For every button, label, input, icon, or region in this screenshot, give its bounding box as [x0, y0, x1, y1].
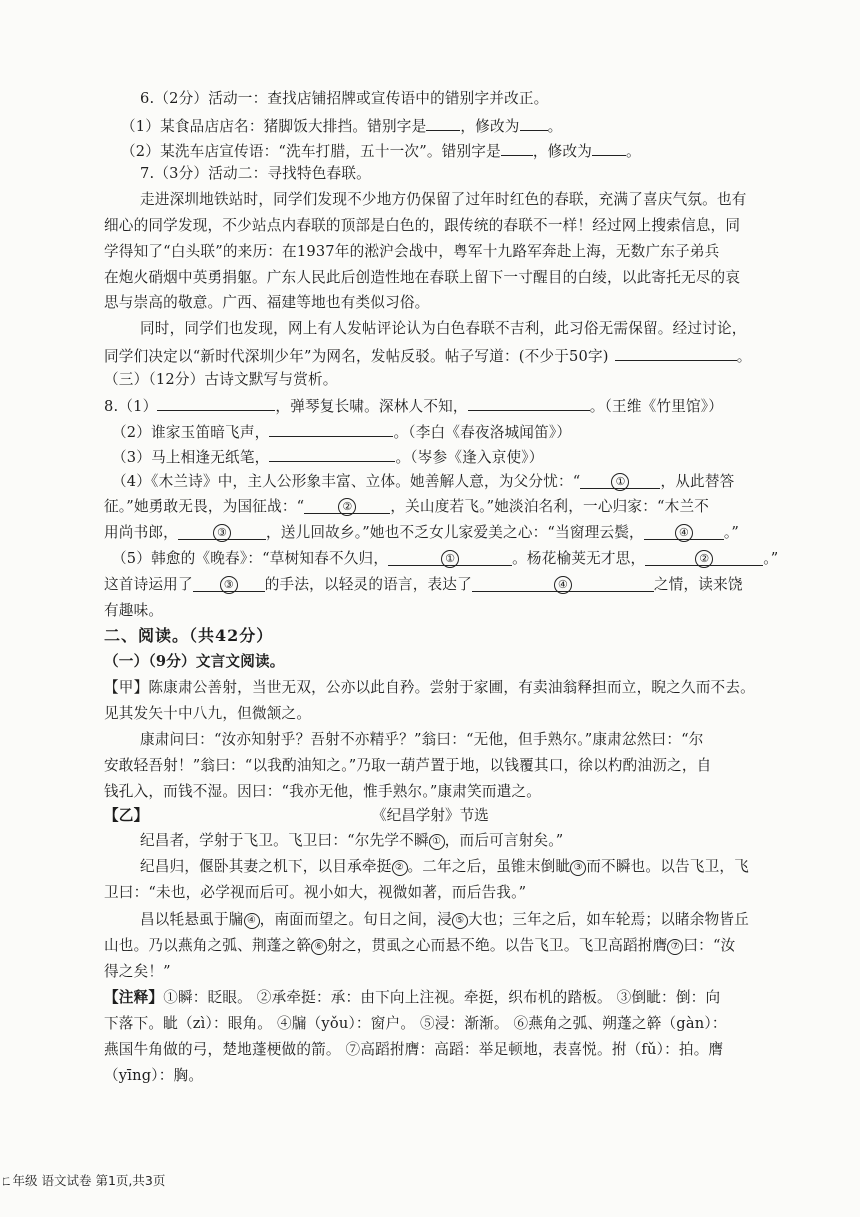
notes-line4: （yīng）：胸。: [104, 1067, 204, 1084]
q6-item1-end: 。: [547, 118, 563, 135]
page-footer: ㄈ年级 语文试卷 第1页,共3页: [0, 1173, 166, 1188]
q8-line2: [112, 421, 571, 443]
notes-l1: ①瞬：眨眼。 ②承牵挺：承：由下向上注视。牵挺，织布机的踏板。 ③倒眦：倒：向: [163, 989, 721, 1006]
yi-l4-b: ，南面而望之。旬日之间，浸: [259, 911, 452, 928]
yi-line2: [140, 857, 749, 877]
q8-l6-b: ，送儿回故乡。”她也不乏女儿家爱美之心：“当窗理云鬓，: [265, 524, 644, 541]
q8-l6-c: 。”: [723, 524, 740, 541]
blank-number-4: ④: [675, 524, 693, 542]
q8-l8-a: 这首诗运用了: [104, 576, 193, 593]
q6-item1-text: （1）某食品店店名：猪脚饭大排挡。错别字是: [121, 118, 427, 135]
notes-line1: [104, 988, 720, 1008]
yi-label: 【乙】: [104, 807, 149, 824]
q8-blank-circled[interactable]: [193, 576, 265, 592]
q8-blank-circled[interactable]: [304, 498, 390, 514]
yi-l4-a: 昌以牦悬虱于牖: [140, 911, 244, 928]
q8-l6-a: 用尚书郎，: [104, 524, 178, 541]
q7-p2-end: 。: [736, 348, 752, 365]
q7-answer-blank[interactable]: [615, 345, 737, 361]
q8-blank-circled[interactable]: [472, 576, 654, 592]
q6-item2-mid: ，修改为: [532, 143, 593, 160]
note-ref-1: ①: [429, 834, 445, 850]
q6-item1-blank-a[interactable]: [426, 115, 460, 131]
q8-line7: [112, 549, 778, 569]
q8-l5-a: 征。”她勇敢无畏，为国征战：“: [104, 498, 305, 515]
note-ref-7: ⑦: [667, 939, 683, 955]
q7-p1-line: 学得知了“白头联”的来历：在1937年的淞沪会战中，粤军十九路军奔赴上海，无数广东子弟兵: [104, 243, 720, 260]
blank-number-3: ③: [213, 524, 231, 542]
q7-p2-line1: 同时，同学们也发现，网上有人发帖评论认为白色春联不吉利，此习俗无需保留。经过讨论，: [140, 320, 747, 337]
q8-line3: [112, 446, 544, 468]
notes-label: 【注释】: [104, 989, 164, 1006]
q7-p1-line: 走进深圳地铁站时，同学们发现不少地方仍保留了过年时红色的春联，充满了喜庆气氛。也有: [140, 191, 747, 208]
part2-title: 二、阅读。（共42分）: [104, 626, 274, 645]
blank-number-2: ②: [695, 550, 713, 568]
jia-line: 安敢轻吾射！”翁曰：“以我酌油知之。”乃取一葫芦置于地，以钱覆其口，徐以杓酌油沥之，自: [104, 757, 712, 774]
q8-l3-a: （3）马上相逢无纸笔，: [112, 449, 270, 466]
q8-l4-b: ，从此替答: [660, 473, 735, 490]
q6-item2: [121, 140, 641, 162]
q8-line9: 有趣味。: [104, 602, 164, 619]
q8-l7-c: 。”: [763, 550, 779, 567]
q7-title: 7.（3分）活动二：寻找特色春联。: [140, 165, 371, 182]
note-ref-3: ③: [570, 860, 586, 876]
q8-l5-b: ，关山度若飞。”她淡泊名利，一心归家：“木兰不: [390, 498, 710, 515]
yi-l2-a: 纪昌归，偃卧其妻之机下，以目承牵挺: [140, 858, 392, 875]
q8-line6: [104, 523, 739, 543]
yi-l2-b: 。二年之后，虽锥末倒眦: [407, 858, 571, 875]
q8-line4: [112, 472, 734, 492]
yi-line5: [104, 936, 735, 956]
jia-line: 【甲】陈康肃公善射，当世无双，公亦以此自矜。尝射于家圃，有卖油翁释担而立，睨之久而不去。: [104, 679, 755, 696]
q6-item1-blank-b[interactable]: [520, 115, 548, 131]
yi-l4-c: 大也；三年之后，如车轮焉；以睹余物皆丘: [467, 911, 749, 928]
q6-item1: [121, 115, 562, 137]
q8-l7-a: （5）韩愈的《晚春》：“草树知春不久归，: [112, 550, 389, 567]
section3-title: （三）（12分）古诗文默写与赏析。: [104, 371, 338, 388]
q6-item1-mid: ，修改为: [460, 118, 520, 135]
q8-l1-c: 。（王维《竹里馆》）: [589, 398, 724, 415]
q8-blank-circled[interactable]: [388, 550, 512, 566]
jia-line: 见其发矢十中八九，但微颔之。: [104, 705, 312, 722]
jia-line: 钱孔入，而钱不湿。因曰：“我亦无他，惟手熟尔。”康肃笑而遣之。: [104, 783, 542, 800]
notes-line3: 燕国牛角做的弓，楚地蓬梗做的箭。 ⑦高蹈拊膺：高蹈：举足顿地，表喜悦。拊（fǔ）：拍。膺: [104, 1041, 724, 1058]
note-ref-6: ⑥: [311, 939, 327, 955]
q7-p2-line2: [104, 345, 752, 367]
yi-l5-a: 山也。乃以燕角之弧、荆蓬之簳: [104, 937, 312, 954]
yi-line4: [140, 910, 749, 930]
q6-item2-blank-a[interactable]: [501, 140, 533, 156]
note-ref-5: ⑤: [452, 913, 468, 929]
q8-l3-b: 。（岑参《逢入京使》）: [395, 449, 544, 466]
yi-l1-a: 纪昌者，学射于飞卫。飞卫曰：“尔先学不瞬: [140, 832, 429, 849]
yi-l1-b: ，而后可言射矣。”: [444, 832, 564, 849]
q6-item2-text: （2）某洗车店宣传语：“洗车打腊，五十一次”。错别字是: [121, 143, 501, 160]
note-ref-4: ④: [244, 913, 260, 929]
q7-p1-line: 思与崇高的敬意。广西、福建等地也有类似习俗。: [104, 294, 430, 311]
notes-line2: 下落下。眦（zì）：眼角。 ④牖（yǒu）：窗户。 ⑤浸：渐渐。 ⑥燕角之弧、朔蓬之簳（gàn）：: [104, 1015, 727, 1032]
blank-number-4: ④: [554, 576, 572, 594]
q8-blank-circled[interactable]: [645, 550, 763, 566]
yi-line3: 卫曰：“未也，必学视而后可。视小如大，视微如著，而后告我。”: [104, 884, 527, 901]
yi-title: 《纪昌学射》节选: [372, 807, 489, 824]
q8-l4-a: （4）《木兰诗》中，主人公形象丰富、立体。她善解人意，为父分忧：“: [112, 473, 581, 490]
q8-l7-b: 。杨花榆荚无才思，: [512, 550, 646, 567]
sub1-title: （一）（9分）文言文阅读。: [104, 653, 285, 670]
blank-number-1: ①: [611, 473, 629, 491]
yi-l5-b: 射之，贯虱之心而悬不绝。以告飞卫。飞卫高蹈拊膺: [327, 937, 668, 954]
q8-l8-b: 的手法，以轻灵的语言，表达了: [264, 576, 472, 593]
q6-item2-blank-b[interactable]: [592, 140, 626, 156]
q8-blank[interactable]: [157, 395, 275, 411]
blank-number-3: ③: [220, 576, 238, 594]
q7-p1-line: 细心的同学发现，不少站点内春联的顶部是白色的，跟传统的春联不一样！经过网上搜索信息，同: [104, 217, 741, 234]
yi-l2-c: 而不瞬也。以告飞卫，飞: [586, 858, 749, 875]
q8-blank-circled[interactable]: [580, 473, 660, 489]
yi-line1: [140, 831, 563, 851]
q8-l2-a: （2）谁家玉笛暗飞声，: [112, 424, 270, 441]
q7-p2-text: 同学们决定以“新时代深圳少年”为网名，发帖反驳。帖子写道：(不少于50字): [104, 348, 609, 365]
q7-p1-line: 在炮火硝烟中英勇捐躯。广东人民此后创造性地在春联上留下一寸醒目的白绫，以此寄托无尽的哀: [104, 269, 741, 286]
q6-item2-end: 。: [626, 143, 641, 160]
note-ref-2: ②: [392, 860, 408, 876]
q8-l8-c: 之情，读来饶: [653, 576, 743, 593]
q8-l1-a: 8.（1）: [104, 398, 158, 415]
q8-blank[interactable]: [269, 446, 395, 462]
q8-line5: [104, 497, 709, 517]
q6-title: 6.（2分）活动一：查找店铺招牌或宣传语中的错别字并改正。: [140, 90, 549, 107]
q8-line8: [104, 575, 743, 595]
q8-blank-circled[interactable]: [178, 524, 266, 540]
q8-blank-circled[interactable]: [644, 524, 724, 540]
blank-number-2: ②: [338, 498, 356, 516]
q8-blank[interactable]: [269, 421, 393, 437]
q8-l1-b: ，弹琴复长啸。深林人不知，: [275, 398, 468, 415]
yi-line6: 得之矣！”: [104, 963, 171, 980]
yi-l5-c: 曰：“汝: [683, 937, 736, 954]
jia-line: 康肃问曰：“汝亦知射乎？吾射不亦精乎？”翁曰：“无他，但手熟尔。”康肃忿然曰：“尔: [140, 731, 704, 748]
q8-l2-b: 。（李白《春夜洛城闻笛》）: [393, 424, 572, 441]
blank-number-1: ①: [441, 550, 459, 568]
q8-blank[interactable]: [468, 395, 590, 411]
q8-line1: [104, 395, 723, 417]
